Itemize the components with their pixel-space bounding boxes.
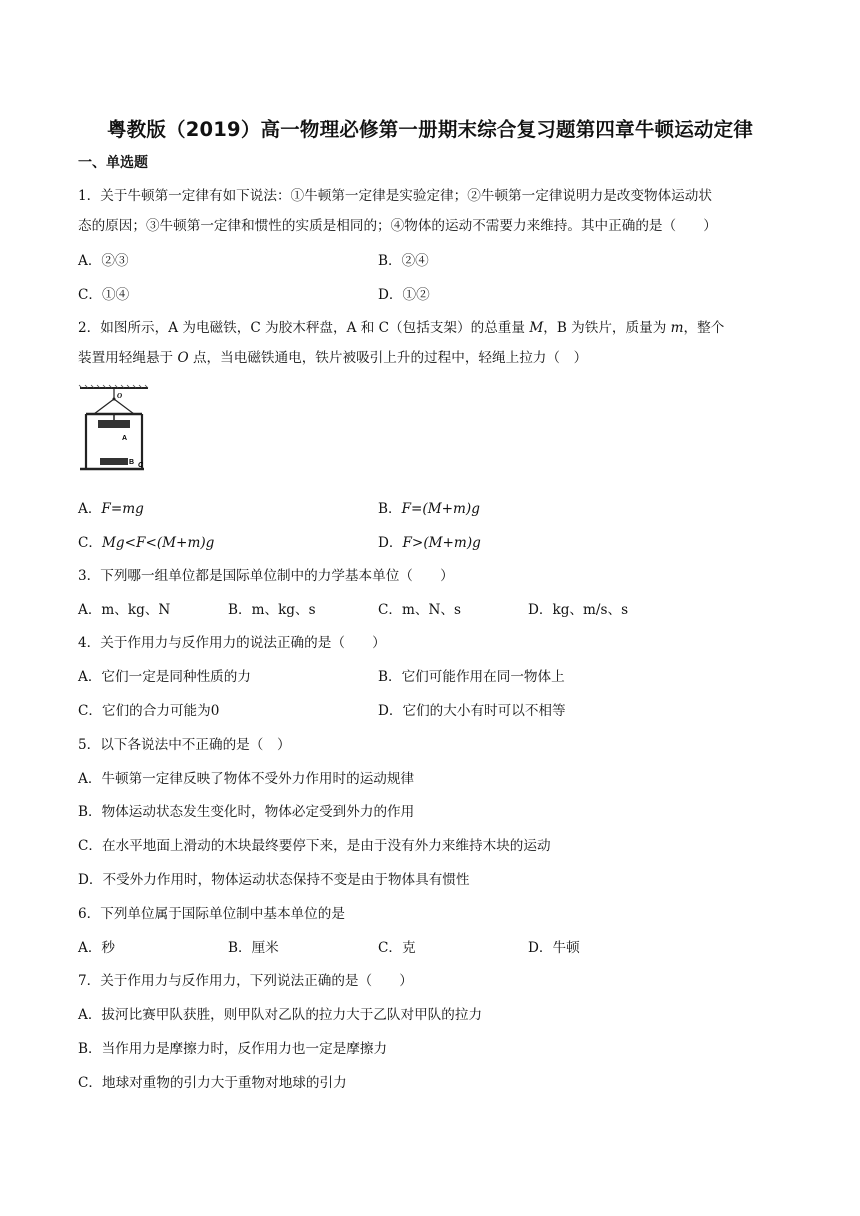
q1-option-a: A．②③: [78, 253, 129, 269]
label-O: O: [117, 392, 123, 400]
q3-option-c: C．m、N、s: [378, 602, 461, 618]
q2-stem-line-1: 2．如图所示，A 为电磁铁，C 为胶木秤盘，A 和 C（包括支架）的总重量 M，B 为铁片，质量为 m，整个: [78, 320, 725, 336]
label-B: B: [129, 459, 135, 466]
q5-option-c: C．在水平地面上滑动的木块最终要停下来，是由于没有外力来维持木块的运动: [78, 838, 551, 854]
q3-stem: 3．下列哪一组单位都是国际单位制中的力学基本单位（ ）: [78, 568, 454, 584]
q6-stem: 6．下列单位属于国际单位制中基本单位的是: [78, 906, 345, 922]
q3-option-d: D．kg、m/s、s: [528, 602, 629, 618]
q6-option-d: D．牛顿: [528, 940, 580, 956]
q3-option-a: A．m、kg、N: [78, 602, 171, 618]
q5-option-b: B．物体运动状态发生变化时，物体必定受到外力的作用: [78, 804, 415, 820]
q7-stem: 7．关于作用力与反作用力，下列说法正确的是（ ）: [78, 973, 413, 989]
label-C: C: [138, 462, 144, 469]
q1-option-c: C．①④: [78, 287, 130, 303]
q2-option-a: A．F=mg: [78, 501, 144, 517]
q1-option-b: B．②④: [378, 253, 429, 269]
q2-stem-line-2: 装置用轻绳悬于 O 点，当电磁铁通电，铁片被吸引上升的过程中，轻绳上拉力（ ）: [78, 350, 588, 366]
q4-stem: 4．关于作用力与反作用力的说法正确的是（ ）: [78, 635, 386, 651]
section-heading: 一、单选题: [78, 155, 148, 171]
q6-option-c: C．克: [378, 940, 416, 956]
q7-option-c: C．地球对重物的引力大于重物对地球的引力: [78, 1075, 347, 1091]
q3-option-b: B．m、kg、s: [228, 602, 316, 618]
q5-option-d: D．不受外力作用时，物体运动状态保持不变是由于物体具有惯性: [78, 872, 470, 888]
q7-option-b: B．当作用力是摩擦力时，反作用力也一定是摩擦力: [78, 1041, 388, 1057]
q2-option-c: C．Mg<F<(M+m)g: [78, 535, 215, 551]
q1-option-d: D．①②: [378, 287, 430, 303]
q5-option-a: A．牛顿第一定律反映了物体不受外力作用时的运动规律: [78, 771, 415, 787]
q2-option-b: B．F=(M+m)g: [378, 501, 480, 517]
q1-stem-line-2: 态的原因；③牛顿第一定律和惯性的实质是相同的；④物体的运动不需要力来维持。其中正确的是（ ）: [78, 218, 717, 234]
q4-option-d: D．它们的大小有时可以不相等: [378, 703, 566, 719]
q6-option-a: A．秒: [78, 940, 116, 956]
q4-option-b: B．它们可能作用在同一物体上: [378, 669, 565, 685]
q5-stem: 5．以下各说法中不正确的是（ ）: [78, 737, 291, 753]
electromagnet-scale-figure: [78, 384, 150, 476]
label-A: A: [122, 435, 128, 442]
q4-option-c: C．它们的合力可能为0: [78, 703, 220, 719]
page-title: 粤教版（2019）高一物理必修第一册期末综合复习题第四章牛顿运动定律: [106, 118, 754, 141]
q1-stem-line-1: 1．关于牛顿第一定律有如下说法：①牛顿第一定律是实验定律；②牛顿第一定律说明力是改变物体运动状: [78, 188, 712, 204]
q2-option-d: D．F>(M+m)g: [378, 535, 481, 551]
q4-option-a: A．它们一定是同种性质的力: [78, 669, 251, 685]
q7-option-a: A．拔河比赛甲队获胜，则甲队对乙队的拉力大于乙队对甲队的拉力: [78, 1007, 483, 1023]
q6-option-b: B．厘米: [228, 940, 279, 956]
